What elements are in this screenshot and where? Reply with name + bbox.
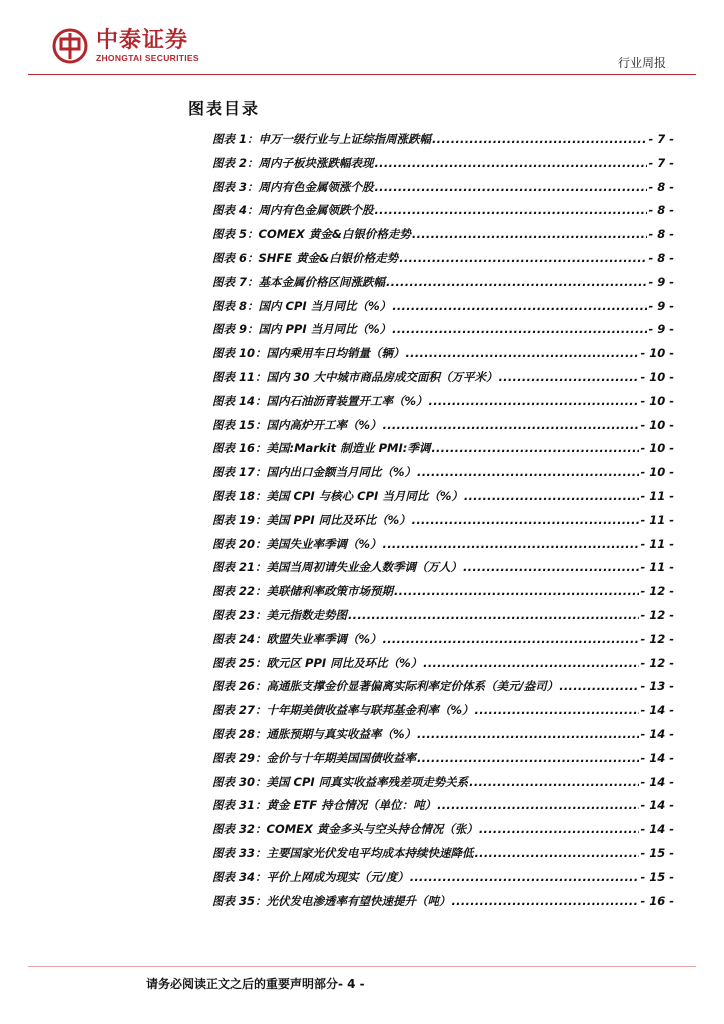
toc-entry[interactable] [212,583,674,607]
toc-leader-dots [412,513,640,527]
toc-entry[interactable] [212,512,674,536]
toc-entry-label: 图表 20：美国失业率季调（%） [212,536,382,551]
toc-leader-dots [423,656,639,670]
footer-disclaimer: 请务必阅读正文之后的重要声明部分- 4 - [146,977,365,991]
toc-leader-dots [429,394,640,408]
toc-entry-page: - 10 - [640,393,674,408]
toc-leader-dots [432,132,647,146]
toc-entry-page: - 14 - [640,750,674,765]
toc-entry[interactable] [212,536,674,560]
toc-entry-label: 图表 5：COMEX 黄金&白银价格走势 [212,227,411,242]
toc-entry-label: 图表 3：周内有色金属领涨个股 [212,179,374,194]
logo-chinese-name: 中泰证券 [96,28,189,53]
toc-entry-label: 图表 21：美国当周初请失业金人数季调（万人） [212,560,463,575]
toc-entry-page: - 10 - [640,441,674,456]
toc-entry-label: 图表 25：欧元区 PPI 同比及环比（%） [212,655,423,670]
company-logo [52,28,199,64]
toc-entry[interactable] [212,726,674,750]
toc-entry-page: - 13 - [640,679,674,694]
toc-leader-dots [386,275,647,289]
toc-leader-dots [348,608,639,622]
toc-entry-page: - 10 - [640,417,674,432]
toc-entry-page: - 15 - [640,845,674,860]
toc-entry[interactable] [212,893,674,917]
toc-entry[interactable] [212,226,674,250]
toc-entry-page: - 7 - [648,132,674,146]
toc-entry[interactable] [212,655,674,679]
toc-entry[interactable] [212,345,674,369]
toc-entry[interactable] [212,321,674,345]
toc-leader-dots [452,894,640,908]
toc-entry-page: - 10 - [640,465,674,480]
toc-entry[interactable] [212,678,674,702]
toc-entry-label: 图表 4：周内有色金属领跌个股 [212,203,374,218]
toc-leader-dots [399,251,647,265]
toc-leader-dots [431,441,639,455]
header-divider [28,74,696,75]
toc-entry-page: - 9 - [648,298,674,313]
toc-entry-page: - 8 - [648,203,674,218]
footer-divider [28,966,696,967]
toc-entry-page: - 10 - [640,346,674,361]
toc-entry[interactable] [212,488,674,512]
toc-leader-dots [437,798,639,812]
toc-entry-label: 图表 6：SHFE 黄金&白银价格走势 [212,250,399,265]
toc-leader-dots [417,727,639,741]
toc-entry[interactable] [212,131,674,155]
toc-entry-label: 图表 35：光伏发电渗透率有望快速提升（吨） [212,893,451,908]
toc-leader-dots [406,346,640,360]
toc-title: 图表目录 [188,99,261,118]
toc-entry-page: - 16 - [640,893,674,908]
toc-entry-page: - 12 - [640,631,674,646]
toc-entry-page: - 7 - [648,155,674,170]
toc-entry-page: - 8 - [648,227,674,242]
toc-leader-dots [475,703,640,717]
toc-entry[interactable] [212,155,674,179]
toc-entry-label: 图表 7：基本金属价格区间涨跌幅 [212,274,386,289]
toc-entry-page: - 14 - [640,703,674,718]
toc-entry-label: 图表 16：美国:Markit 制造业 PMI:季调 [212,441,431,456]
toc-entry[interactable] [212,869,674,893]
toc-leader-dots [412,227,648,241]
toc-entry[interactable] [212,369,674,393]
toc-entry-label: 图表 15：国内高炉开工率（%） [212,417,382,432]
toc-entry-page: - 15 - [640,869,674,884]
toc-entry[interactable] [212,274,674,298]
zhongtai-logo-icon [52,28,88,64]
toc-entry-page: - 12 - [640,584,674,599]
toc-entry-label: 图表 31：黄金 ETF 持仓情况（单位：吨） [212,798,437,813]
toc-entry-label: 图表 24：欧盟失业率季调（%） [212,631,382,646]
toc-entry-label: 图表 32：COMEX 黄金多头与空头持仓情况（张） [212,822,478,837]
toc-entry-page: - 14 - [640,726,674,741]
toc-leader-dots [375,180,648,194]
toc-entry-label: 图表 30：美国 CPI 同真实收益率残差项走势关系 [212,774,469,789]
toc-leader-dots [383,632,640,646]
toc-entry-label: 图表 19：美国 PPI 同比及环比（%） [212,512,411,527]
toc-entry-label: 图表 17：国内出口金额当月同比（%） [212,465,417,480]
toc-leader-dots [417,751,639,765]
toc-leader-dots [394,584,639,598]
toc-entry-page: - 9 - [648,322,674,337]
toc-entry[interactable] [212,797,674,821]
toc-entry[interactable] [212,298,674,322]
toc-entry-label: 图表 27：十年期美债收益率与联邦基金利率（%） [212,703,474,718]
toc-entry-label: 图表 11：国内 30 大中城市商品房成交面积（万平米） [212,369,498,384]
toc-entry-page: - 11 - [640,512,674,527]
toc-leader-dots [479,822,640,836]
toc-entry-page: - 14 - [640,774,674,789]
toc-entry[interactable] [212,750,674,774]
toc-entry-page: - 12 - [640,655,674,670]
toc-leader-dots [417,465,639,479]
toc-leader-dots [392,322,647,336]
toc-leader-dots [475,846,640,860]
toc-leader-dots [383,537,640,551]
toc-entry-page: - 9 - [648,274,674,289]
toc-entry-label: 图表 33：主要国家光伏发电平均成本持续快速降低 [212,845,474,860]
toc-entry-page: - 8 - [648,250,674,265]
logo-english-name: ZHONGTAI SECURITIES [96,53,199,63]
toc-leader-dots [469,775,639,789]
toc-entry-label: 图表 34：平价上网成为现实（元/度） [212,869,409,884]
toc-entry[interactable] [212,202,674,226]
report-type-label: 行业周报 [617,56,666,70]
toc-entry-label: 图表 2：周内子板块涨跌幅表现 [212,155,374,170]
toc-entry[interactable] [212,440,674,464]
toc-entry-label: 图表 26：高通胀支撑金价显著偏离实际利率定价体系（美元/盎司） [212,679,559,694]
toc-entry[interactable] [212,559,674,583]
toc-leader-dots [559,679,639,693]
toc-entry[interactable] [212,607,674,631]
toc-list [212,131,674,916]
toc-entry-page: - 11 - [640,560,674,575]
page-header [0,0,724,80]
toc-entry[interactable] [212,393,674,417]
toc-entry-label: 图表 29：金价与十年期美国国债收益率 [212,750,417,765]
toc-entry[interactable] [212,250,674,274]
toc-entry-page: - 12 - [640,607,674,622]
toc-entry-page: - 14 - [640,798,674,813]
toc-entry-page: - 14 - [640,822,674,837]
toc-entry[interactable] [212,774,674,798]
toc-leader-dots [463,560,639,574]
toc-entry-page: - 8 - [648,179,674,194]
toc-entry-label: 图表 14：国内石油沥青装置开工率（%） [212,393,428,408]
toc-leader-dots [392,299,647,313]
toc-entry-label: 图表 10：国内乘用车日均销量（辆） [212,346,405,361]
toc-entry-label: 图表 28：通胀预期与真实收益率（%） [212,726,417,741]
toc-leader-dots [499,370,640,384]
toc-entry[interactable] [212,702,674,726]
toc-entry-page: - 11 - [640,488,674,503]
toc-entry-label: 图表 9：国内 PPI 当月同比（%） [212,322,392,337]
toc-entry-page: - 11 - [640,536,674,551]
toc-entry[interactable] [212,631,674,655]
toc-entry[interactable] [212,417,674,441]
toc-entry[interactable] [212,821,674,845]
toc-leader-dots [464,489,640,503]
toc-entry-page: - 10 - [640,369,674,384]
toc-leader-dots [410,870,640,884]
toc-entry-label: 图表 22：美联储利率政策市场预期 [212,584,394,599]
toc-leader-dots [375,203,648,217]
toc-entry-label: 图表 1：申万一级行业与上证综指周涨跌幅 [212,132,432,146]
toc-entry[interactable] [212,179,674,203]
toc-leader-dots [375,156,648,170]
toc-leader-dots [383,418,640,432]
toc-entry-label: 图表 23：美元指数走势图 [212,607,348,622]
toc-entry[interactable] [212,464,674,488]
toc-entry[interactable] [212,845,674,869]
toc-entry-label: 图表 8：国内 CPI 当月同比（%） [212,298,392,313]
toc-entry-label: 图表 18：美国 CPI 与核心 CPI 当月同比（%） [212,488,463,503]
